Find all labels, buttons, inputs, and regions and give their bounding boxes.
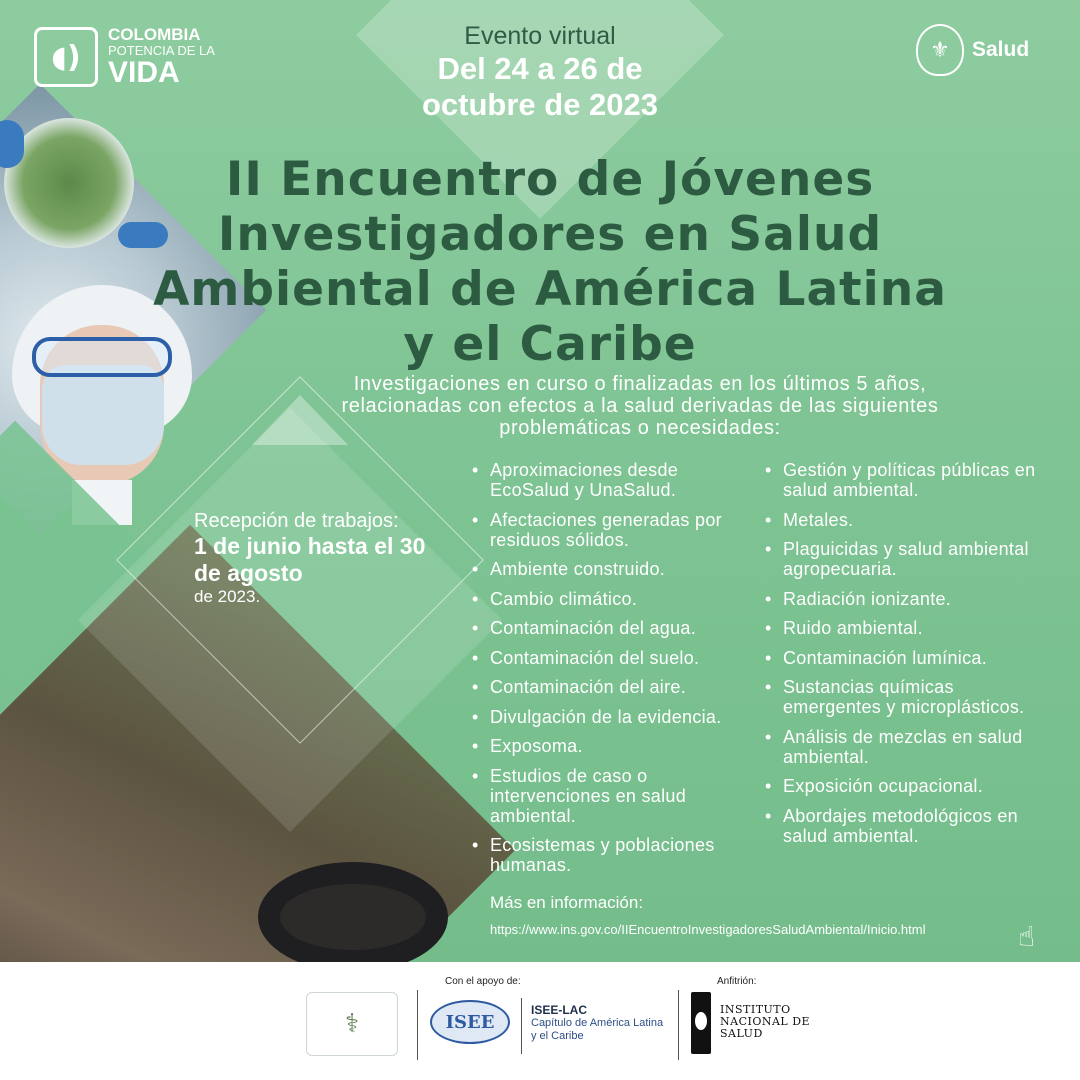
tire-image (258, 862, 448, 962)
topic-item: • Sustancias químicas emergentes y microplásticos. (765, 677, 1055, 717)
caduceus-seal-logo: ⚕ (306, 992, 398, 1056)
reception-dates: 1 de junio hasta el 30 de agosto (194, 533, 426, 586)
topic-item: • Cambio climático. (472, 589, 762, 609)
topic-item: • Gestión y políticas públicas en salud ambiental. (765, 460, 1055, 500)
topics-list-left (472, 460, 762, 885)
ins-logo-text (720, 1004, 810, 1040)
host-label: Anfitrión: (717, 976, 757, 987)
isee-chapter-line2: y el Caribe (531, 1030, 584, 1042)
salud-ministry-logo (916, 24, 1029, 76)
more-info-link[interactable]: https://www.ins.gov.co/IIEncuentroInvestigadoresSaludAmbiental/Inicio.html (490, 922, 926, 937)
event-dates: Del 24 a 26 de octubre de 2023 (421, 51, 659, 122)
event-modality: Evento virtual (464, 22, 616, 50)
topic-item: • Radiación ionizante. (765, 589, 1055, 609)
reception-info (194, 510, 454, 607)
topic-item: • Aproximaciones desde EcoSalud y UnaSalud. (472, 460, 762, 500)
support-label: Con el apoyo de: (445, 976, 521, 987)
salud-label: Salud (972, 38, 1030, 61)
event-info (380, 22, 700, 123)
topic-item: • Ruido ambiental. (765, 618, 1055, 638)
isee-name: ISEE-LAC (531, 1003, 588, 1017)
event-title: II Encuentro de Jóvenes Investigadores en Salud Ambiental de América Latina y el Caribe (153, 152, 947, 372)
footer-sponsors (0, 962, 1080, 1080)
topic-item: • Divulgación de la evidencia. (472, 707, 762, 727)
reception-year: de 2023. (194, 587, 261, 606)
ins-line1: INSTITUTO (720, 1003, 791, 1016)
isee-logo-text: ISEE (445, 1011, 495, 1033)
topic-item: • Contaminación del aire. (472, 677, 762, 697)
glove-left-image (0, 120, 24, 168)
intro-text: Investigaciones en curso o finalizadas en los últimos 5 años, relacionadas con efectos a la salud derivadas de las siguientes problemáticas o necesidades: (341, 373, 939, 439)
isee-logo (430, 1000, 510, 1044)
isee-text (531, 1004, 663, 1043)
topic-item: • Plaguicidas y salud ambiental agropecuaria. (765, 539, 1055, 579)
colombia-potencia-logo (34, 26, 215, 88)
coat-of-arms-icon: ⚜ (916, 24, 964, 76)
topic-item: • Afectaciones generadas por residuos sólidos. (472, 510, 762, 550)
logo-line3: VIDA (108, 56, 180, 89)
topic-item: • Ecosistemas y poblaciones humanas. (472, 835, 762, 875)
more-info (490, 893, 925, 939)
topic-item: • Metales. (765, 510, 1055, 530)
more-info-label: Más en información: (490, 893, 644, 912)
ins-line2: NACIONAL DE (720, 1015, 811, 1028)
topic-item: • Contaminación del suelo. (472, 648, 762, 668)
topic-item: • Abordajes metodológicos en salud ambiental. (765, 806, 1055, 846)
topic-item: • Contaminación del agua. (472, 618, 762, 638)
divider (678, 990, 679, 1060)
topic-item: • Ambiente construido. (472, 559, 762, 579)
divider (417, 990, 418, 1060)
topics-list-right (765, 460, 1055, 855)
sound-wave-icon: ◖) (34, 27, 98, 87)
ins-logo-mark (691, 992, 711, 1054)
reception-label: Recepción de trabajos: (194, 510, 399, 532)
topic-item: • Contaminación lumínica. (765, 648, 1055, 668)
topic-item: • Exposición ocupacional. (765, 776, 1055, 796)
topic-item: • Estudios de caso o intervenciones en salud ambiental. (472, 766, 762, 826)
ins-line3: SALUD (720, 1027, 763, 1040)
divider (521, 998, 522, 1054)
logo-line1: COLOMBIA (108, 25, 201, 44)
pointer-hand-icon: ☝ (1018, 920, 1036, 953)
topic-item: • Análisis de mezclas en salud ambiental. (765, 727, 1055, 767)
logo-line2: POTENCIA DE LA (108, 43, 215, 58)
isee-chapter-line1: Capítulo de América Latina (531, 1017, 664, 1029)
topic-item: • Exposoma. (472, 736, 762, 756)
